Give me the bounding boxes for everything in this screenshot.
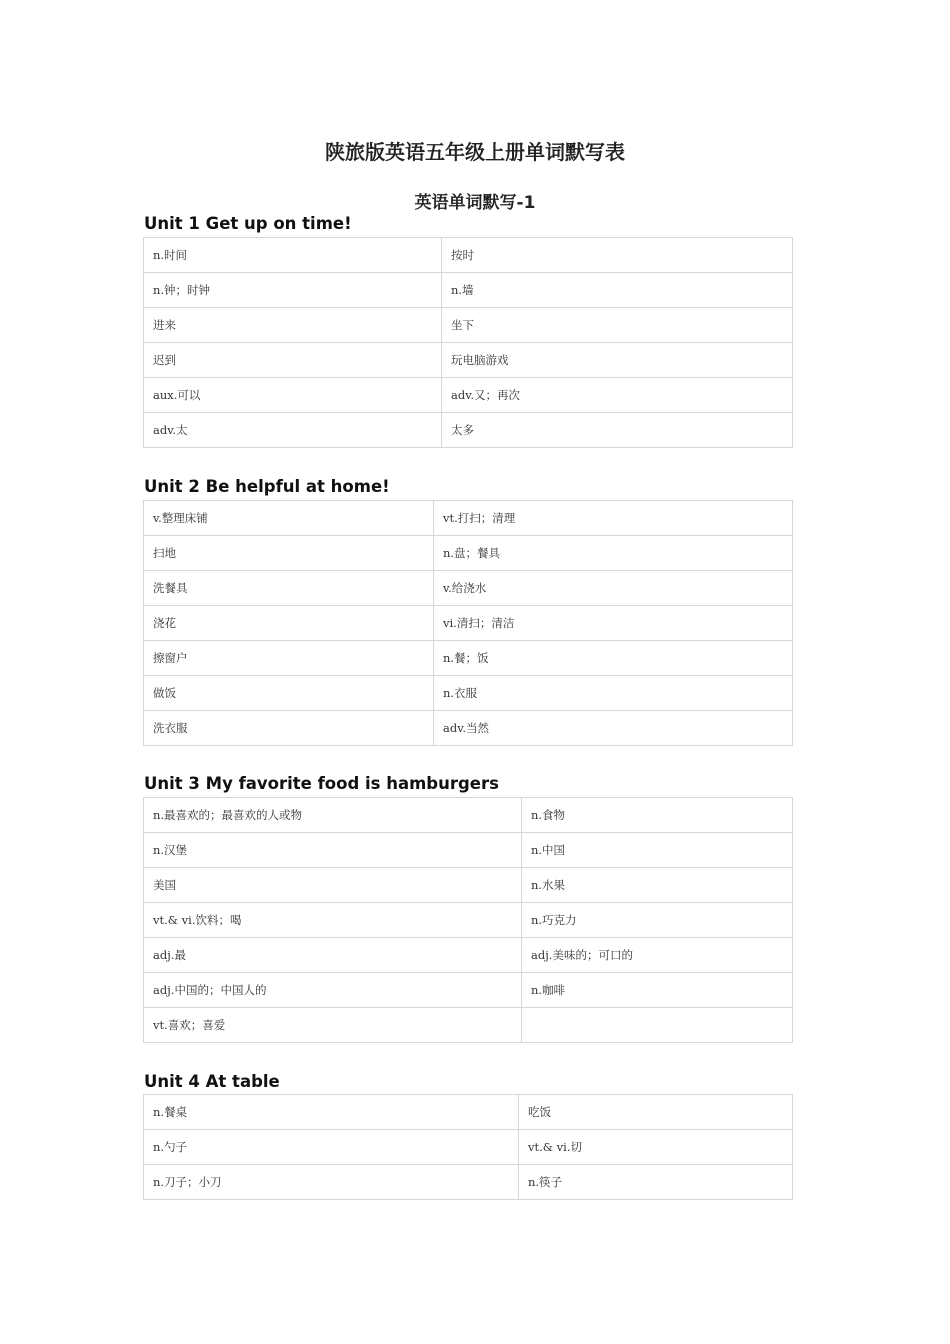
table-row	[144, 343, 793, 378]
vocab-cell-left: n.汉堡	[144, 833, 522, 868]
vocab-cell-left: vt.喜欢；喜爱	[144, 1008, 522, 1043]
vocab-cell-right: adj.美味的；可口的	[522, 938, 793, 973]
table-row	[144, 606, 793, 641]
table-row	[144, 868, 793, 903]
table-row	[144, 238, 793, 273]
vocab-cell-left: 做饭	[144, 676, 434, 711]
vocab-cell-right: 玩电脑游戏	[442, 343, 793, 378]
unit-2-rows	[144, 501, 793, 746]
vocab-cell-left: 进来	[144, 308, 442, 343]
vocab-cell-right: n.巧克力	[522, 903, 793, 938]
vocab-cell-left: 美国	[144, 868, 522, 903]
vocab-cell-right: vi.清扫；清洁	[434, 606, 793, 641]
table-row	[144, 571, 793, 606]
table-row	[144, 676, 793, 711]
vocab-cell-right: n.水果	[522, 868, 793, 903]
unit-3-table	[143, 797, 793, 1043]
unit-1-rows	[144, 238, 793, 448]
vocab-cell-right: vt.& vi.切	[519, 1130, 793, 1165]
vocab-cell-left: v.整理床铺	[144, 501, 434, 536]
vocab-cell-left: 浇花	[144, 606, 434, 641]
vocab-cell-left: adj.中国的；中国人的	[144, 973, 522, 1008]
table-row	[144, 711, 793, 746]
vocab-cell-right: 吃饭	[519, 1095, 793, 1130]
vocab-cell-right: v.给浇水	[434, 571, 793, 606]
vocab-cell-right: n.咖啡	[522, 973, 793, 1008]
table-row	[144, 501, 793, 536]
vocab-cell-right: 按时	[442, 238, 793, 273]
unit-3-rows	[144, 798, 793, 1043]
table-row	[144, 308, 793, 343]
vocab-cell-left: aux.可以	[144, 378, 442, 413]
vocab-cell-left: vt.& vi.饮料；喝	[144, 903, 522, 938]
table-row	[144, 273, 793, 308]
vocab-cell-right: n.筷子	[519, 1165, 793, 1200]
vocab-cell-left: 擦窗户	[144, 641, 434, 676]
vocab-cell-left: 洗餐具	[144, 571, 434, 606]
vocab-cell-left: n.刀子；小刀	[144, 1165, 519, 1200]
table-row	[144, 973, 793, 1008]
vocab-cell-right: n.食物	[522, 798, 793, 833]
vocab-cell-right: n.中国	[522, 833, 793, 868]
table-row	[144, 378, 793, 413]
vocab-cell-right: vt.打扫；清理	[434, 501, 793, 536]
unit-2-heading: Unit 2 Be helpful at home!	[144, 477, 390, 496]
vocab-cell-right: n.墙	[442, 273, 793, 308]
table-row	[144, 536, 793, 571]
vocab-cell-right: adv.当然	[434, 711, 793, 746]
table-row	[144, 903, 793, 938]
vocab-cell-right: n.盘；餐具	[434, 536, 793, 571]
vocab-cell-left: n.时间	[144, 238, 442, 273]
table-row	[144, 798, 793, 833]
vocab-cell-left: 扫地	[144, 536, 434, 571]
table-row	[144, 1095, 793, 1130]
vocab-cell-left: n.餐桌	[144, 1095, 519, 1130]
table-row	[144, 1130, 793, 1165]
vocab-cell-left: 迟到	[144, 343, 442, 378]
unit-2-table	[143, 500, 793, 746]
unit-1-heading: Unit 1 Get up on time!	[144, 214, 352, 233]
table-row	[144, 641, 793, 676]
table-row	[144, 1008, 793, 1043]
unit-3-heading: Unit 3 My favorite food is hamburgers	[144, 774, 499, 793]
vocab-cell-right: adv.又；再次	[442, 378, 793, 413]
table-row	[144, 833, 793, 868]
unit-1-table	[143, 237, 793, 448]
table-row	[144, 1165, 793, 1200]
vocab-cell-left: n.钟；时钟	[144, 273, 442, 308]
vocab-cell-right: n.餐；饭	[434, 641, 793, 676]
vocab-cell-right: 坐下	[442, 308, 793, 343]
worksheet-subtitle: 英语单词默写-1	[414, 193, 536, 213]
vocab-cell-left: n.最喜欢的；最喜欢的人或物	[144, 798, 522, 833]
vocab-cell-right	[522, 1008, 793, 1043]
unit-4-heading: Unit 4 At table	[144, 1072, 280, 1091]
table-row	[144, 413, 793, 448]
unit-4-table	[143, 1094, 793, 1200]
unit-4-rows	[144, 1095, 793, 1200]
vocab-cell-right: n.衣服	[434, 676, 793, 711]
vocab-cell-left: 洗衣服	[144, 711, 434, 746]
document-title: 陕旅版英语五年级上册单词默写表	[325, 140, 625, 164]
vocab-cell-left: adj.最	[144, 938, 522, 973]
vocab-cell-left: adv.太	[144, 413, 442, 448]
vocab-cell-left: n.勺子	[144, 1130, 519, 1165]
vocab-cell-right: 太多	[442, 413, 793, 448]
table-row	[144, 938, 793, 973]
